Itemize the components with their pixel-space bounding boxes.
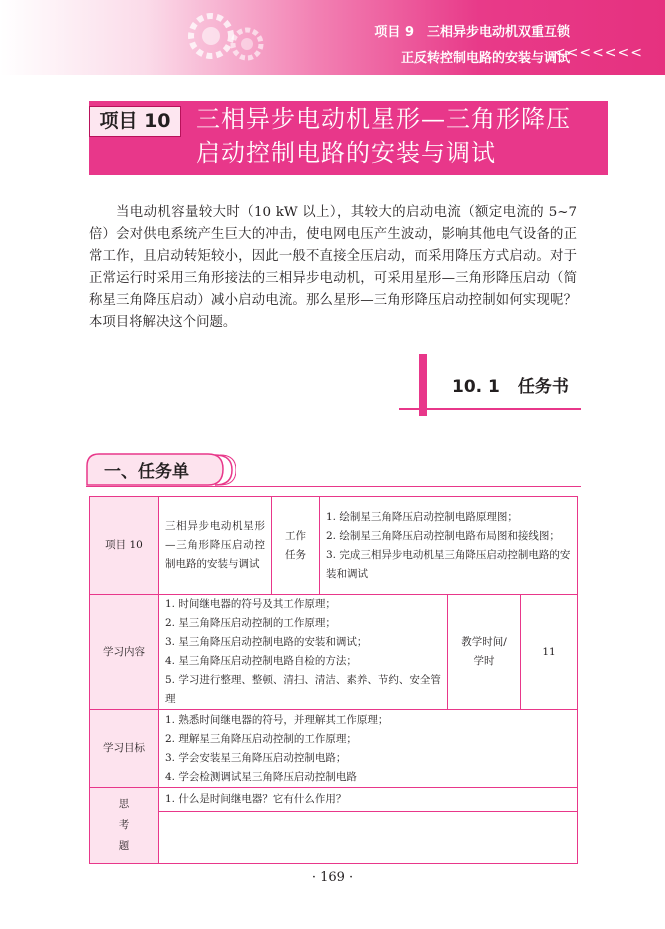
work-label-line2: 任务 — [285, 548, 306, 561]
section-title: 任务书 — [517, 377, 569, 397]
table-row-project — [90, 497, 578, 595]
think-label-char: 思 — [118, 798, 130, 810]
think-answer-cell — [159, 812, 578, 864]
content-list-cell — [159, 595, 448, 710]
work-task-label-cell — [272, 497, 320, 595]
project-title-line1: 三相异步电动机星形—三角形降压 — [196, 105, 571, 133]
section-accent-bar — [419, 354, 427, 416]
running-header — [0, 0, 665, 75]
work-task-list-cell — [320, 497, 578, 595]
table-row-think-2 — [90, 812, 578, 864]
subsection-underline — [86, 486, 581, 487]
project-title — [196, 102, 596, 170]
section-underline — [399, 408, 581, 410]
list-item: 3. 完成三相异步电动机星三角降压启动控制电路的安装和调试 — [326, 548, 571, 580]
list-item: 3. 星三角降压启动控制电路的安装和调试； — [165, 636, 368, 648]
list-item: 2. 绘制星三角降压启动控制电路布局图和接线图； — [326, 529, 560, 542]
project-label: 项目 10 — [89, 106, 181, 137]
table-row-think-1 — [90, 788, 578, 812]
goal-label-cell: 学习目标 — [90, 710, 159, 788]
page-number: · 169 · — [311, 870, 354, 885]
list-item: 2. 星三角降压启动控制的工作原理； — [165, 617, 336, 629]
project-name-cell: 三相异步电动机星形—三角形降压启动控制电路的安装与调试 — [159, 497, 272, 595]
subsection-title: 一、任务单 — [104, 462, 189, 482]
list-item: 1. 熟悉时间继电器的符号，并理解其工作原理； — [165, 713, 389, 726]
content-label-cell: 学习内容 — [90, 595, 159, 710]
section-heading — [452, 372, 569, 397]
gear-decoration-icon — [185, 6, 275, 70]
hours-label-line1: 教学时间/ — [461, 636, 507, 648]
list-item: 1. 时间继电器的符号及其工作原理； — [165, 598, 336, 610]
subsection-heading — [86, 452, 236, 486]
list-item: 2. 理解星三角降压启动控制的工作原理； — [165, 732, 357, 745]
hours-label-line2: 学时 — [473, 655, 495, 667]
think-label-char: 题 — [118, 840, 130, 852]
section-number: 10. 1 — [452, 377, 500, 397]
hours-label-cell — [448, 595, 521, 710]
running-header-line1: 项目 9 三相异步电动机双重互锁 — [374, 25, 570, 40]
project-label-cell: 项目 10 — [90, 497, 159, 595]
list-item: 3. 学会安装星三角降压启动控制电路； — [165, 751, 347, 764]
list-item: 1. 绘制星三角降压启动控制电路原理图； — [326, 510, 518, 523]
list-item: 4. 学会检测调试星三角降压启动控制电路 — [165, 770, 357, 783]
goal-list-cell — [159, 710, 578, 788]
table-row-content — [90, 595, 578, 710]
think-question-cell: 1. 什么是时间继电器？它有什么作用？ — [159, 788, 578, 812]
list-item: 4. 星三角降压启动控制电路自检的方法； — [165, 655, 357, 667]
task-table — [89, 496, 578, 864]
chevrons-decoration-icon: <<<<<<< — [553, 45, 643, 61]
project-title-line2: 启动控制电路的安装与调试 — [196, 139, 496, 167]
list-item: 5. 学习进行整理、整顿、清扫、清洁、素养、节约、安全管理 — [165, 674, 441, 705]
intro-paragraph: 当电动机容量较大时（10 kW 以上），其较大的启动电流（额定电流的 5~7 倍）会对供电系统产生巨大的冲击，使电网电压产生波动，影响其他电气设备的正常工作，且启动转矩较小，因此一般不直接全压启动，而采用降压方式启动。对于正常运行时采用三角形接法的三相异步电动机，可采用星形—三角形降压启动（简称星三角降压启动）减小启动电流。那么星形—三角形降压启动控制如何实现呢？本项目将解决这个问题。 — [89, 205, 577, 330]
think-label-char: 考 — [118, 819, 130, 831]
think-label-cell — [90, 788, 159, 864]
table-row-goals — [90, 710, 578, 788]
hours-value-cell: 11 — [521, 595, 578, 710]
running-header-line2: 正反转控制电路的安装与调试 — [400, 51, 570, 66]
work-label-line1: 工作 — [285, 529, 306, 542]
